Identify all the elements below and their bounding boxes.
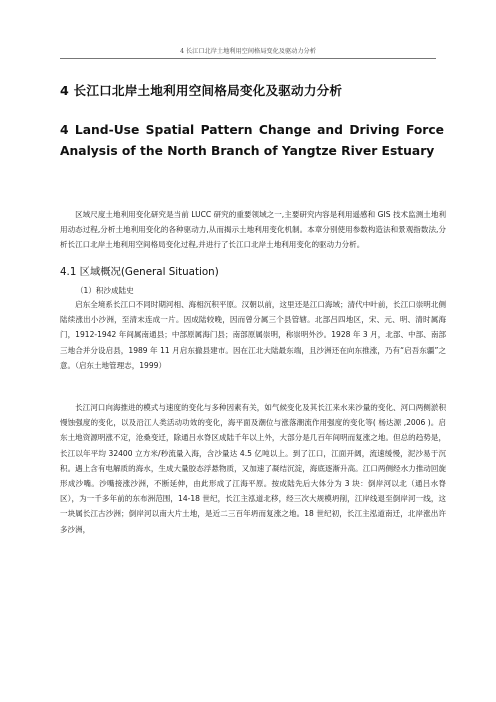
chapter-title-chinese: 4 长江口北岸土地利用空间格局变化及驱动力分析 — [60, 83, 343, 98]
header-divider — [60, 58, 436, 59]
body-paragraph: 启东全境系长江口不同时期河相、海相沉积平原。汉朝以前，这里还是江口海域；清代中叶前，长江口崇明北侧陆续涨出小沙洲，至清末连成一片。因成陆较晚，因而曾分属三个县管辖。北部吕四地区，宋、元、明、清时属海门，1912-1942 年间属南通县；中部原属海门县；南部原属崇明，称崇明外沙。1928 年 3 月，北部、中部、南部三地合并分设启县，1989 年 11 月启东撤县建市。因在江北大陆最东端，且沙洲还在向东推涨，乃有“启吾东疆”之意。（启东土地管理志，1999） — [60, 300, 446, 370]
running-header: 4 长江口北岸土地利用空间格局变化及驱动力分析 — [180, 48, 316, 55]
body-paragraph: 长江河口向海推进的模式与速度的变化与多种因素有关，如气候变化及其长江来水来沙量的变化、河口两侧淤积慢蚀强度的变化，以及沿江人类活动功效的变化，海平面及潮位与涨落潮流作用强度的变化等( 杨达源 ,2006 )。启东土地资源明涨不定，沧桑变迁，除通吕水脊区成陆千年以上外，大部分是几百年间明而复涨之地。但总的趋势是，长江以年平均 32400 立方米/秒流量入海，含沙量达 4.5 亿吨以上。到了江口，江面开阔，流速缓慢，泥沙易于沉积。遇上含有电解质的海水，生成大量胶态浮悬物质，又加速了凝结沉淀，海底逐渐升高。江口两侧经水力推动回旋形成沙嘴。沙嘴接涨沙洲，不断延伸，由此形成了江海平原。按成陆先后大体分为 3 块：倒岸河以北（通吕水脊区），为一千多年前的东布洲范围，14-18 世纪，长江主泓道北移，经三次大规模坍削，江岸线退至倒岸河一线，这一块属长江古沙洲；倒岸河以南大片土地，是近二三百年坍而复涨之地。18 世纪初，长江主泓道南迁，北岸涨出许多沙洲， — [60, 403, 446, 534]
chapter-abstract: 区域尺度土地利用变化研究是当前 LUCC 研究的重要领域之一,主要研究内容是利用遥感和 GIS 技术监测土地利用动态过程,分析土地利用变化的各种驱动力,从而揭示土地利用变化机制。本章分别使用参数构造法和景观指数法,分析长江口北岸土地利用空间格局变化过程,并进行了长江口北岸土地利用变化的驱动力分析。 — [60, 210, 446, 250]
subsection-heading: （1）积沙成陆史 — [76, 286, 134, 295]
section-heading: 4.1 区域概况(General Situation) — [60, 266, 219, 278]
chapter-title-english: 4 Land-Use Spatial Pattern Change and Driving Force Analysis of the North Branch of Yangtze River Estuary — [60, 123, 444, 158]
